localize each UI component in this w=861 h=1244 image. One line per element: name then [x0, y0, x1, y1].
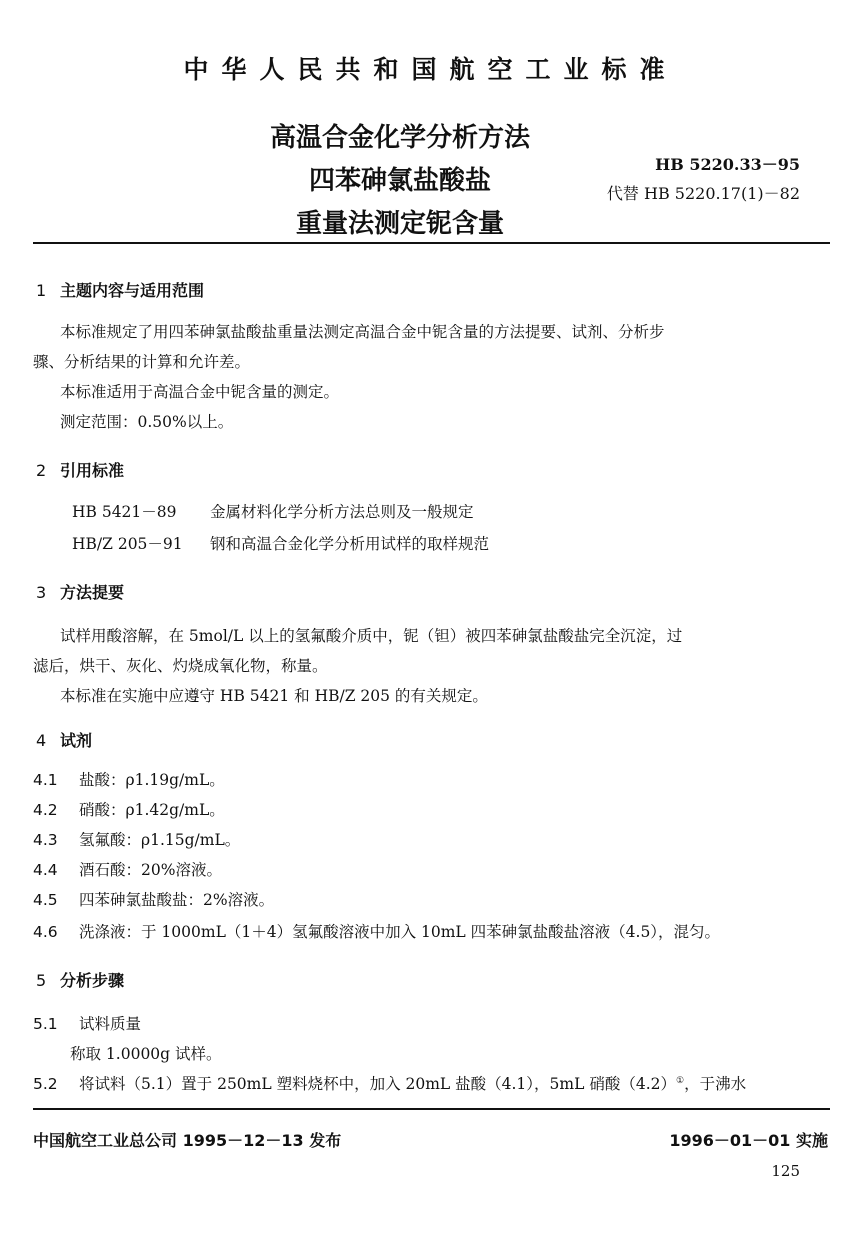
reagent-item: [33, 828, 240, 850]
reagent-item: [33, 798, 225, 820]
section-2-heading: [36, 458, 124, 481]
replaces-code: 代替 HB 5220.17(1)－82: [606, 184, 800, 203]
item-text: 氢氟酸：ρ1.15g/mL。: [79, 831, 241, 849]
reagent-item: [33, 888, 274, 910]
footer-rule: [33, 1108, 830, 1110]
reference-code: HB 5421－89: [72, 503, 177, 521]
section-5-heading: [36, 968, 124, 991]
paragraph: 滤后，烘干、灰化、灼烧成氧化物，称量。: [33, 657, 328, 675]
section-number: 2: [36, 461, 47, 480]
header-rule: [33, 242, 830, 244]
section-title: 引用标准: [60, 461, 125, 480]
paragraph: 测定范围：0.50%以上。: [60, 413, 234, 431]
item-number: 4.5: [33, 891, 58, 909]
paragraph: 本标准在实施中应遵守 HB 5421 和 HB/Z 205 的有关规定。: [60, 687, 488, 705]
section-number: 1: [36, 281, 47, 300]
reference-item: [72, 500, 474, 522]
section-3-heading: [36, 580, 124, 603]
item-number: 4.3: [33, 831, 58, 849]
reference-title: 钢和高温合金化学分析用试样的取样规范: [210, 535, 490, 553]
item-text: 洗涤液：于 1000mL（1＋4）氢氟酸溶液中加入 10mL 四苯砷氯盐酸盐溶液（4.5），混匀。: [79, 923, 721, 941]
item-number: 5.2: [33, 1075, 58, 1093]
organization-title: 中华人民共和国航空工业标准: [183, 55, 678, 84]
reagent-item: [33, 768, 225, 790]
item-text-continued: ，于沸水: [684, 1075, 747, 1093]
effective-date: 1996－01－01 实施: [669, 1131, 828, 1150]
section-1-heading: [36, 278, 204, 301]
item-text: 酒石酸：20%溶液。: [79, 861, 222, 879]
section-number: 5: [36, 971, 47, 990]
item-text: 盐酸：ρ1.19g/mL。: [79, 771, 225, 789]
section-title: 方法提要: [60, 583, 125, 602]
item-number: 4.6: [33, 923, 58, 941]
procedure-item: [33, 1012, 141, 1034]
reference-title: 金属材料化学分析方法总则及一般规定: [210, 503, 474, 521]
paragraph: 骤、分析结果的计算和允许差。: [33, 353, 251, 371]
document-title-line-2: 四苯砷氯盐酸盐: [308, 166, 491, 196]
item-text: 试料质量: [79, 1015, 142, 1033]
section-number: 4: [36, 731, 47, 750]
issuer-line: 中国航空工业总公司 1995－12－13 发布: [33, 1131, 342, 1150]
item-text: 硝酸：ρ1.42g/mL。: [79, 801, 225, 819]
paragraph: 本标准适用于高温合金中铌含量的测定。: [60, 383, 340, 401]
footnote-marker: ①: [675, 1075, 685, 1086]
item-text: 将试料（5.1）置于 250mL 塑料烧杯中，加入 20mL 盐酸（4.1），5mL 硝酸（4.2）: [79, 1075, 676, 1093]
standard-code: HB 5220.33－95: [655, 155, 800, 174]
paragraph: 试样用酸溶解，在 5mol/L 以上的氢氟酸介质中，铌（钽）被四苯砷氯盐酸盐完全沉淀，过: [60, 627, 683, 645]
item-number: 4.1: [33, 771, 58, 789]
section-number: 3: [36, 583, 47, 602]
reference-item: [72, 532, 489, 554]
reagent-item: [33, 920, 720, 942]
item-text: 四苯砷氯盐酸盐：2%溶液。: [79, 891, 275, 909]
paragraph: 本标准规定了用四苯砷氯盐酸盐重量法测定高温合金中铌含量的方法提要、试剂、分析步: [60, 323, 665, 341]
reagent-item: [33, 858, 222, 880]
item-number: 4.2: [33, 801, 58, 819]
procedure-item: [33, 1072, 746, 1094]
section-title: 试剂: [60, 731, 93, 750]
section-4-heading: [36, 728, 92, 751]
document-title-line-1: 高温合金化学分析方法: [269, 123, 530, 153]
item-number: 4.4: [33, 861, 58, 879]
page-number: 125: [771, 1162, 800, 1180]
document-title-line-3: 重量法测定铌含量: [295, 209, 504, 239]
section-title: 分析步骤: [60, 971, 125, 990]
section-title: 主题内容与适用范围: [60, 281, 205, 300]
paragraph: 称取 1.0000g 试样。: [70, 1045, 222, 1063]
reference-code: HB/Z 205－91: [72, 535, 183, 553]
item-number: 5.1: [33, 1015, 58, 1033]
